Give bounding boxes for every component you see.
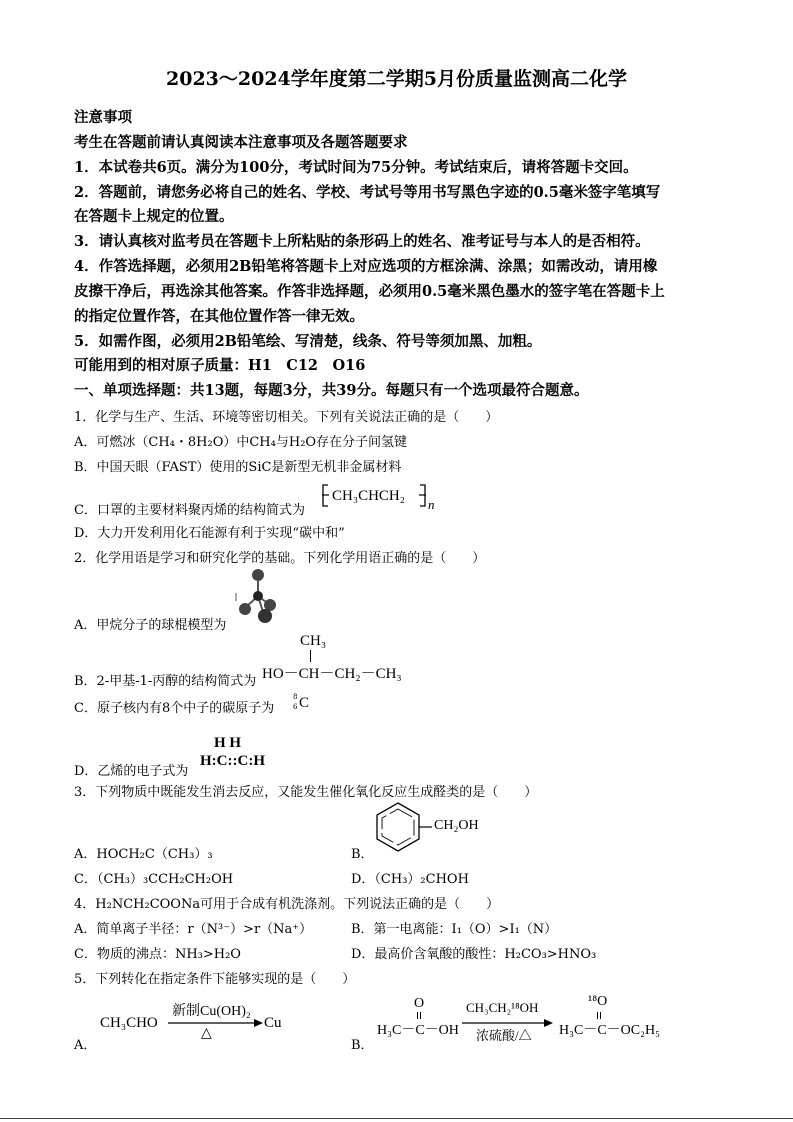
methane-ball-stick-model	[232, 566, 278, 626]
q4-option-d: D．最高价含氧酸的酸性：H₂CO₃>HNO₃	[351, 947, 597, 962]
notice-item-1: 1．本试卷共6页。满分为100分，考试时间为75分钟。考试结束后，请将答题卡交回。	[74, 159, 638, 176]
q5b-carbonyl-o: O	[414, 996, 425, 1011]
q1-option-c: C．口罩的主要材料聚丙烯的结构简式为	[74, 503, 305, 518]
q3-option-d: D．（CH₃）₂CHOH	[351, 872, 469, 887]
methylpropanol-ch3: CH₃	[300, 633, 327, 649]
q4-option-b: B．第一电离能：I₁（O）>I₁（N）	[351, 922, 558, 937]
page-bottom-line	[0, 1118, 793, 1119]
q3-option-b: B．	[351, 847, 374, 862]
carbon-mass-number: 8	[293, 693, 298, 701]
benzyl-alcohol-ch2oh: CH₂OH	[434, 818, 479, 833]
atomic-mass: 可能用到的相对原子质量：H1 C12 O16	[74, 357, 366, 374]
q4-stem: 4．H₂NCH₂COONa可用于合成有机洗涤剂。下列说法正确的是（ ）	[74, 897, 500, 912]
q5a-heat: △	[201, 1026, 212, 1041]
notice-subheading: 考生在答题前请认真阅读本注意事项及各题答题要求	[74, 134, 408, 151]
notice-item-5: 5．如需作图，必须用2B铅笔绘、写清楚，线条、符号等须加黑、加粗。	[74, 333, 542, 350]
q4-option-a: A．简单离子半径：r（N³⁻）>r（Na⁺）	[74, 922, 313, 937]
q3-option-a: A．HOCH₂C（CH₃）₃	[74, 847, 213, 862]
q2-option-c: C．原子核内有8个中子的碳原子为	[74, 701, 275, 716]
q1-option-a: A．可燃冰（CH₄・8H₂O）中CH₄与H₂O存在分子间氢键	[74, 435, 408, 450]
q5-stem: 5．下列转化在指定条件下能够实现的是（ ）	[74, 972, 356, 987]
q4-option-c: C．物质的沸点：NH₃>H₂O	[74, 947, 241, 962]
q5-option-b: B．	[351, 1038, 374, 1053]
q5b-product-o18: ¹⁸O	[588, 994, 608, 1009]
q5b-product: H₃C－C－OC₂H₅	[559, 1023, 660, 1038]
q2-option-b: B．2-甲基-1-丙醇的结构简式为	[74, 674, 257, 689]
notice-item-4-cont2: 的指定位置作答，在其他位置作答一律无效。	[74, 308, 364, 325]
q1-stem: 1．化学与生产、生活、环境等密切相关。下列有关说法正确的是（ ）	[74, 410, 499, 425]
q5a-arrow	[168, 1019, 264, 1027]
polypropylene-unit: CH₃CHCH₂	[332, 488, 405, 504]
q2-option-a: A．甲烷分子的球棍模型为	[74, 618, 227, 633]
q5b-product-bond-1	[597, 1012, 598, 1019]
q2-option-d: D．乙烯的电子式为	[74, 764, 189, 779]
q5b-reactant: H₃C－C－OH	[377, 1023, 459, 1038]
q5b-carbonyl-bond-2	[420, 1012, 421, 1019]
q1-option-b: B．中国天眼（FAST）使用的SiC是新型无机非金属材料	[74, 460, 402, 475]
ethylene-electron-formula: H:C::C:H	[200, 753, 265, 769]
q1-option-d: D．大力开发利用化石能源有利于实现“碳中和”	[74, 526, 345, 541]
q3-stem: 3．下列物质中既能发生消去反应，又能发生催化氧化反应生成醛类的是（ ）	[74, 785, 538, 800]
q5-option-a: A．	[74, 1038, 97, 1053]
benzene-ring	[372, 800, 432, 854]
page-title: 2023～2024学年度第二学期5月份质量监测高二化学	[166, 68, 627, 90]
q5a-reactant: CH₃CHO	[100, 1015, 158, 1031]
polypropylene-formula	[322, 480, 440, 514]
q5b-condition: 浓硫酸/△	[476, 1028, 532, 1043]
notice-heading: 注意事项	[74, 109, 132, 126]
methylpropanol-bond	[310, 650, 311, 662]
q5b-reagent: CH₃CH₂¹⁸OH	[466, 1000, 539, 1015]
notice-item-4: 4．作答选择题，必须用2B铅笔将答题卡上对应选项的方框涂满、涂黑；如需改动，请用橡	[74, 258, 658, 275]
methylpropanol-chain: HO－CH－CH₂－CH₃	[262, 666, 402, 682]
carbon-isotope-symbol: C	[299, 695, 310, 711]
notice-item-4-cont: 皮擦干净后，再选涂其他答案。作答非选择题，必须用0.5毫米黑色墨水的签字笔在答题卡上	[74, 283, 665, 300]
carbon-atomic-number: 6	[293, 703, 298, 711]
notice-item-2: 2．答题前，请您务必将自己的姓名、学校、考试号等用书写黑色字迹的0.5毫米签字笔填写	[74, 184, 661, 201]
notice-item-3: 3．请认真核对监考员在答题卡上所粘贴的条形码上的姓名、准考证号与本人的是否相符。	[74, 233, 650, 250]
notice-item-2-cont: 在答题卡上规定的位置。	[74, 208, 234, 225]
q5a-reagent: 新制Cu(OH)₂	[172, 1004, 251, 1019]
q5b-carbonyl-bond-1	[417, 1012, 418, 1019]
section-heading: 一、单项选择题：共13题，每题3分，共39分。每题只有一个选项最符合题意。	[74, 382, 589, 399]
q5a-product: Cu	[264, 1015, 282, 1031]
q3-option-c: C．（CH₃）₃CCH₂CH₂OH	[74, 872, 234, 887]
ethylene-top-h: H H	[214, 735, 242, 751]
q5b-product-bond-2	[600, 1012, 601, 1019]
polymer-n: n	[428, 497, 435, 512]
q2-stem: 2．化学用语是学习和研究化学的基础。下列化学用语正确的是（ ）	[74, 551, 486, 566]
